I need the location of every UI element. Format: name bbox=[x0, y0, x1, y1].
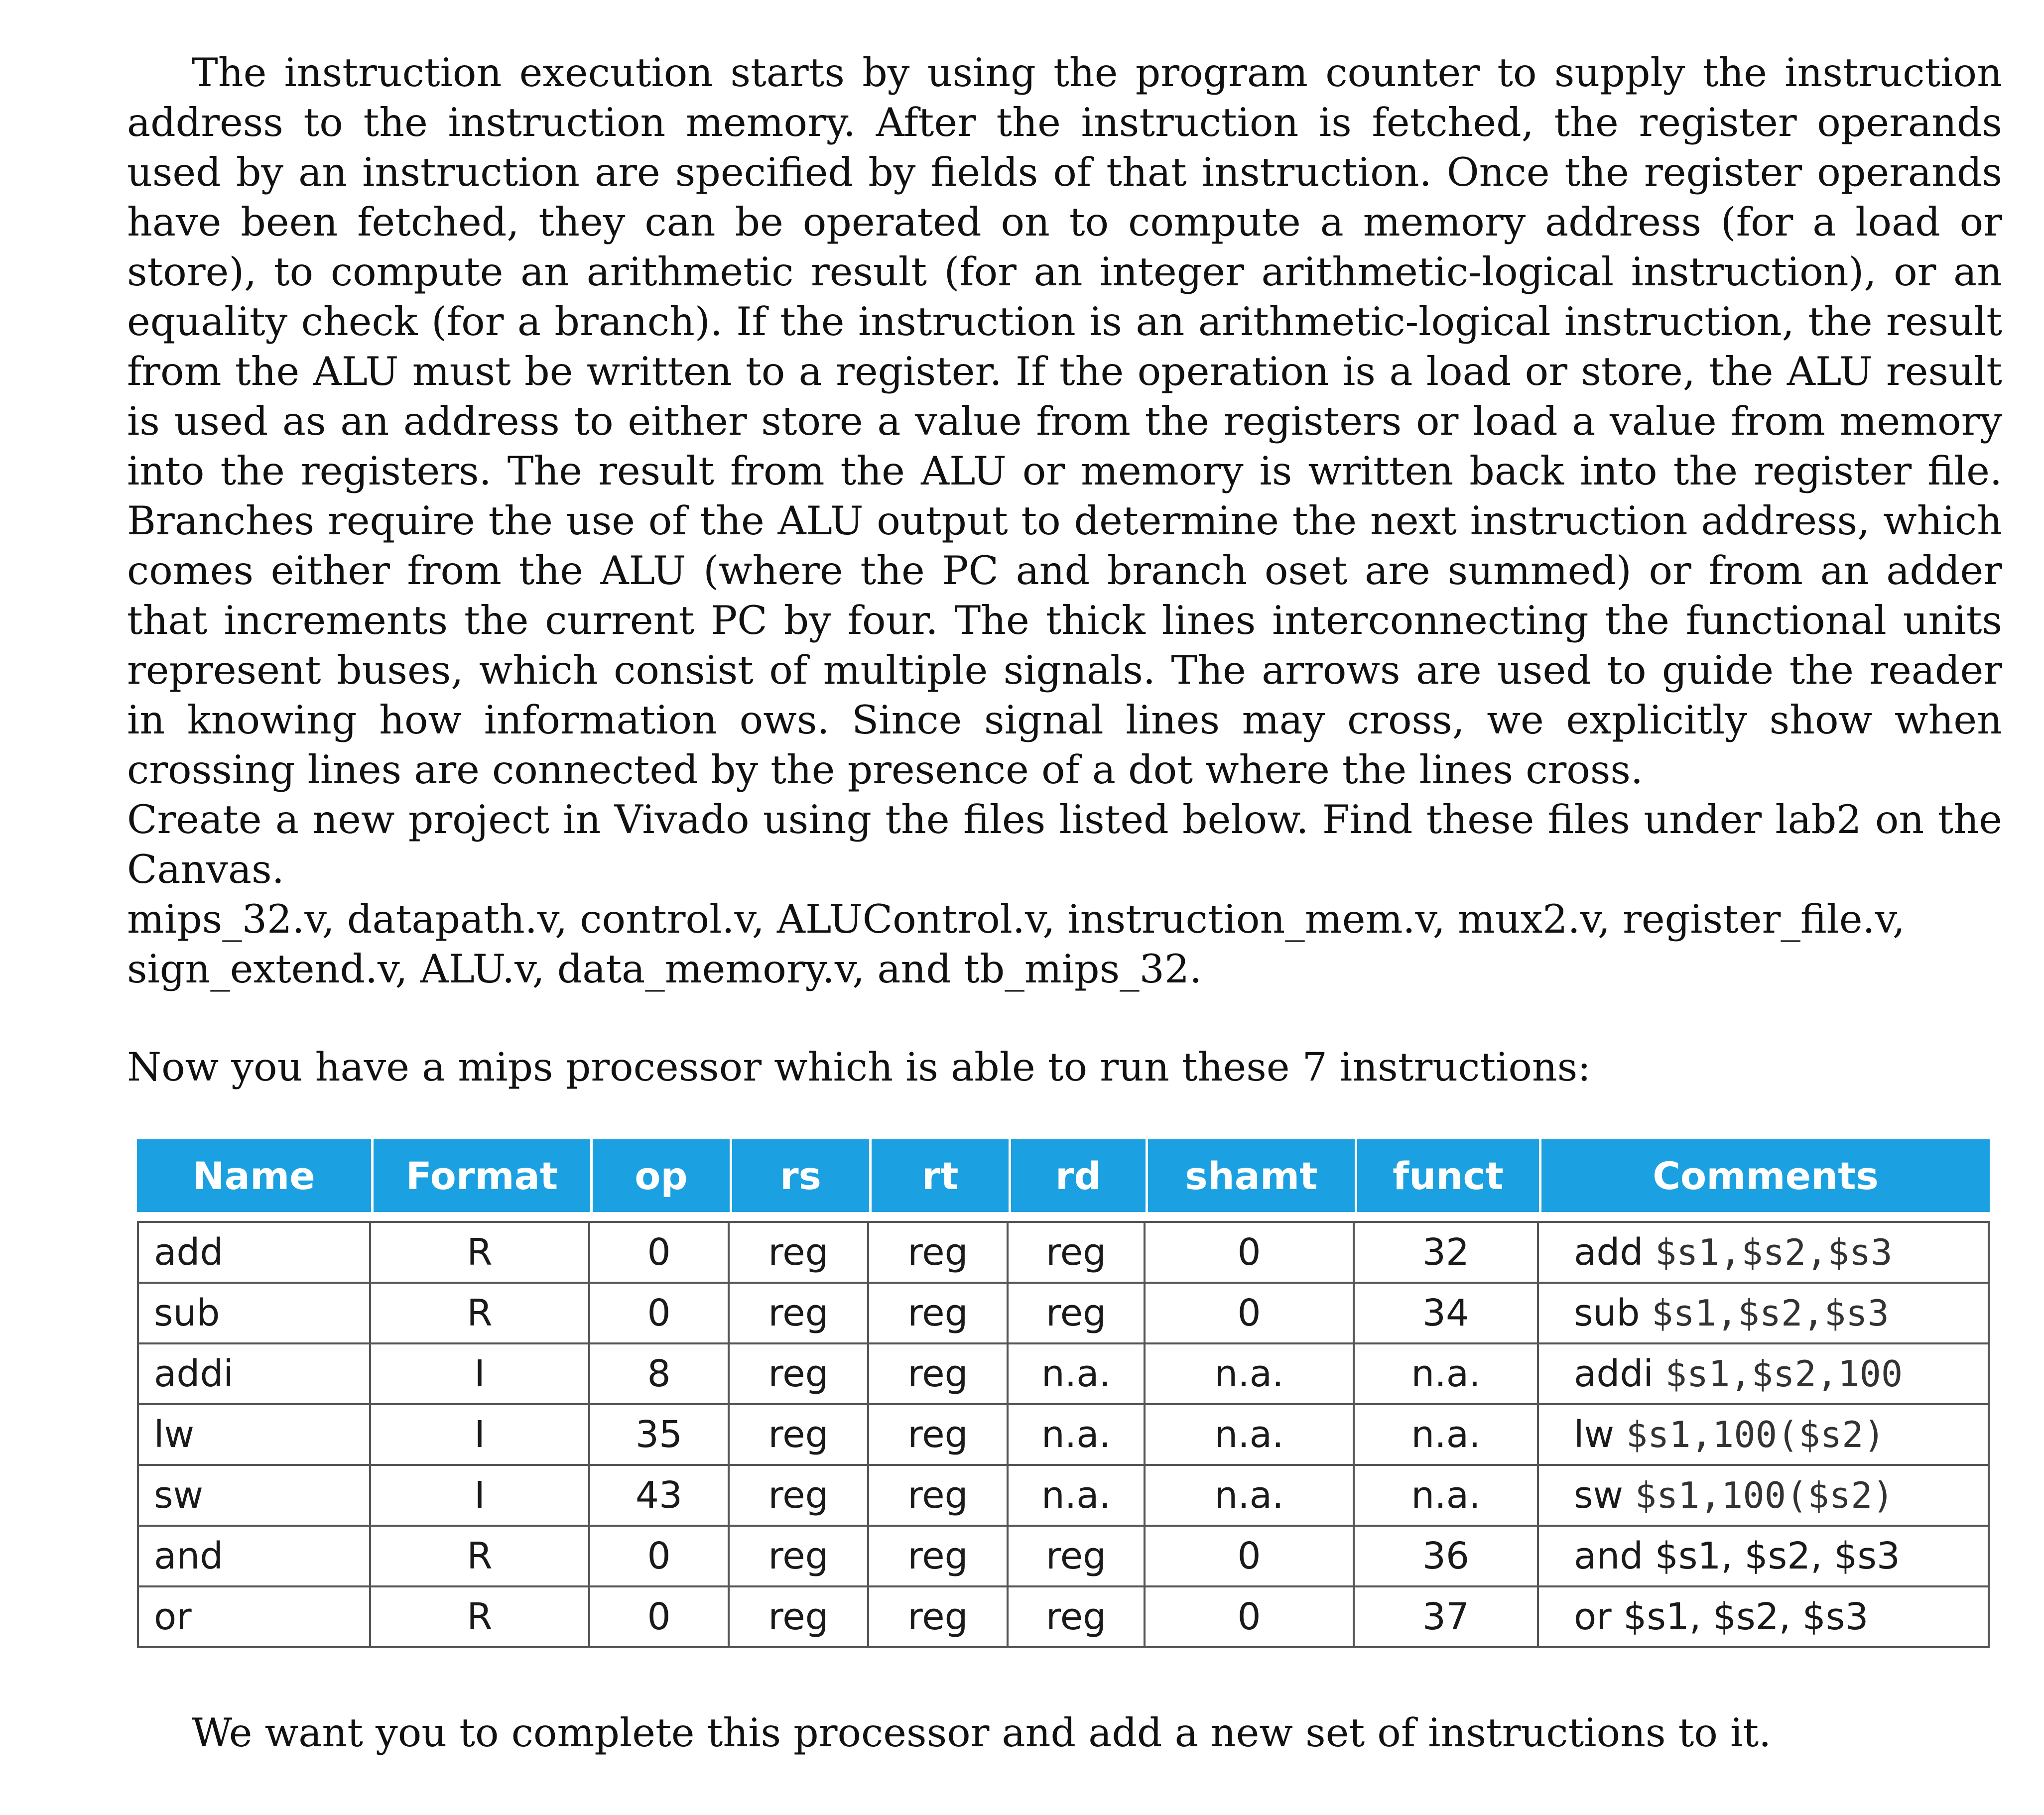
header-comments: Comments bbox=[1539, 1139, 1990, 1212]
cell-op: 0 bbox=[590, 1221, 730, 1284]
cell-format: R bbox=[371, 1284, 590, 1344]
table-row bbox=[137, 1221, 1990, 1284]
cell-rd: reg bbox=[1009, 1527, 1146, 1587]
cell-funct: 36 bbox=[1355, 1527, 1539, 1587]
file-list: mips_32.v, datapath.v, control.v, ALUControl.v, instruction_mem.v, mux2.v, register_file.v, sign_extend.v, ALU.v, data_memory.v, and tb_mips_32. bbox=[127, 896, 1906, 992]
header-rs: rs bbox=[730, 1139, 869, 1212]
cell-name: or bbox=[137, 1587, 371, 1648]
cell-rs: reg bbox=[730, 1344, 869, 1405]
header-name: Name bbox=[137, 1139, 371, 1212]
cell-name: sub bbox=[137, 1284, 371, 1344]
cell-rd: reg bbox=[1009, 1587, 1146, 1648]
comment-mnemonic: and bbox=[1574, 1535, 1644, 1577]
table-row bbox=[137, 1466, 1990, 1527]
comment-operands: $s1, $s2, $s3 bbox=[1623, 1595, 1869, 1638]
cell-format: R bbox=[371, 1587, 590, 1648]
intro-paragraph: The instruction execution starts by using the program counter to supply the instruction address to the instruction memory. After the instruction is fetched, the register operands used by an instruction are specified by fields of that instruction. Once the register operands have been fetched, they can be operated on to compute a memory address (for a load or store), to compute an arithmetic result (for an integer arithmetic-logical instruction), or an equality check (for a branch). If the instruction is an arithmetic-logical instruction, the result from the ALU must be written to a register. If the operation is a load or store, the ALU result is used as an address to either store a value from the registers or load a value from memory into the registers. The result from the ALU or memory is written back into the register file. Branches require the use of the ALU output to determine the next instruction address, which comes either from the ALU (where the PC and branch oset are summed) or from an adder that increments the current PC by four. The thick lines interconnecting the functional units represent buses, which consist of multiple signals. The arrows are used to guide the reader in knowing how information ows. Since signal lines may cross, we explicitly show when crossing lines are connected by the presence of a dot where the lines cross. bbox=[127, 50, 2002, 793]
cell-rt: reg bbox=[869, 1344, 1009, 1405]
header-rt: rt bbox=[869, 1139, 1009, 1212]
cell-rd: reg bbox=[1009, 1284, 1146, 1344]
cell-name: add bbox=[137, 1221, 371, 1284]
cell-rd: n.a. bbox=[1009, 1344, 1146, 1405]
cell-rt: reg bbox=[869, 1221, 1009, 1284]
cell-rt: reg bbox=[869, 1466, 1009, 1527]
cell-rt: reg bbox=[869, 1587, 1009, 1648]
cell-name: and bbox=[137, 1527, 371, 1587]
cell-format: I bbox=[371, 1344, 590, 1405]
cell-shamt: 0 bbox=[1146, 1527, 1355, 1587]
comment-mnemonic: add bbox=[1574, 1231, 1644, 1274]
cell-name: addi bbox=[137, 1344, 371, 1405]
cell-shamt: 0 bbox=[1146, 1284, 1355, 1344]
cell-funct: n.a. bbox=[1355, 1466, 1539, 1527]
cell-rs: reg bbox=[730, 1405, 869, 1466]
cell-comment bbox=[1539, 1405, 1990, 1466]
closing-paragraph: We want you to complete this processor and add a new set of instructions to it. bbox=[192, 1710, 1772, 1756]
cell-rs: reg bbox=[730, 1284, 869, 1344]
cell-op: 0 bbox=[590, 1527, 730, 1587]
cell-rs: reg bbox=[730, 1527, 869, 1587]
cell-op: 43 bbox=[590, 1466, 730, 1527]
cell-rd: n.a. bbox=[1009, 1405, 1146, 1466]
cell-format: R bbox=[371, 1221, 590, 1284]
cell-funct: 32 bbox=[1355, 1221, 1539, 1284]
project-paragraph bbox=[127, 795, 2002, 994]
cell-rt: reg bbox=[869, 1527, 1009, 1587]
cell-format: R bbox=[371, 1527, 590, 1587]
cell-shamt: 0 bbox=[1146, 1221, 1355, 1284]
table-row bbox=[137, 1587, 1990, 1648]
cell-shamt: 0 bbox=[1146, 1587, 1355, 1648]
instructions-intro: Now you have a mips processor which is able to run these 7 instructions: bbox=[127, 1044, 1591, 1090]
cell-op: 0 bbox=[590, 1587, 730, 1648]
cell-shamt: n.a. bbox=[1146, 1466, 1355, 1527]
cell-funct: 37 bbox=[1355, 1587, 1539, 1648]
comment-operands: $s1,$s2,$s3 bbox=[1651, 1292, 1889, 1334]
table-row bbox=[137, 1284, 1990, 1344]
comment-operands: $s1,$s2,100 bbox=[1665, 1353, 1903, 1395]
cell-op: 35 bbox=[590, 1405, 730, 1466]
cell-rd: n.a. bbox=[1009, 1466, 1146, 1527]
cell-comment bbox=[1539, 1527, 1990, 1587]
comment-operands: $s1,100($s2) bbox=[1626, 1414, 1885, 1455]
cell-rd: reg bbox=[1009, 1221, 1146, 1284]
cell-format: I bbox=[371, 1466, 590, 1527]
cell-rs: reg bbox=[730, 1587, 869, 1648]
cell-comment bbox=[1539, 1587, 1990, 1648]
header-rd: rd bbox=[1009, 1139, 1146, 1212]
comment-operands: $s1,$s2,$s3 bbox=[1655, 1231, 1893, 1273]
cell-name: sw bbox=[137, 1466, 371, 1527]
cell-shamt: n.a. bbox=[1146, 1405, 1355, 1466]
cell-name: lw bbox=[137, 1405, 371, 1466]
cell-comment bbox=[1539, 1344, 1990, 1405]
comment-mnemonic: sub bbox=[1574, 1292, 1640, 1334]
cell-format: I bbox=[371, 1405, 590, 1466]
cell-comment bbox=[1539, 1466, 1990, 1527]
header-op: op bbox=[590, 1139, 730, 1212]
table-row bbox=[137, 1527, 1990, 1587]
comment-operands: $s1, $s2, $s3 bbox=[1655, 1535, 1901, 1577]
cell-comment bbox=[1539, 1221, 1990, 1284]
cell-op: 8 bbox=[590, 1344, 730, 1405]
comment-mnemonic: sw bbox=[1574, 1474, 1624, 1517]
comment-mnemonic: or bbox=[1574, 1595, 1612, 1638]
comment-operands: $s1,100($s2) bbox=[1635, 1474, 1894, 1516]
cell-comment bbox=[1539, 1284, 1990, 1344]
cell-funct: n.a. bbox=[1355, 1405, 1539, 1466]
cell-op: 0 bbox=[590, 1284, 730, 1344]
cell-funct: 34 bbox=[1355, 1284, 1539, 1344]
project-instructions: Create a new project in Vivado using the files listed below. Find these files under lab2 on the Canvas. bbox=[127, 797, 2002, 892]
cell-rs: reg bbox=[730, 1221, 869, 1284]
cell-shamt: n.a. bbox=[1146, 1344, 1355, 1405]
table-row bbox=[137, 1344, 1990, 1405]
header-funct: funct bbox=[1355, 1139, 1539, 1212]
comment-mnemonic: lw bbox=[1574, 1413, 1615, 1456]
instruction-table bbox=[137, 1139, 1990, 1648]
cell-rt: reg bbox=[869, 1405, 1009, 1466]
cell-rs: reg bbox=[730, 1466, 869, 1527]
cell-rt: reg bbox=[869, 1284, 1009, 1344]
header-shamt: shamt bbox=[1146, 1139, 1355, 1212]
cell-funct: n.a. bbox=[1355, 1344, 1539, 1405]
header-format: Format bbox=[371, 1139, 590, 1212]
table-header-row bbox=[137, 1139, 1990, 1212]
table-row bbox=[137, 1405, 1990, 1466]
comment-mnemonic: addi bbox=[1574, 1352, 1654, 1395]
